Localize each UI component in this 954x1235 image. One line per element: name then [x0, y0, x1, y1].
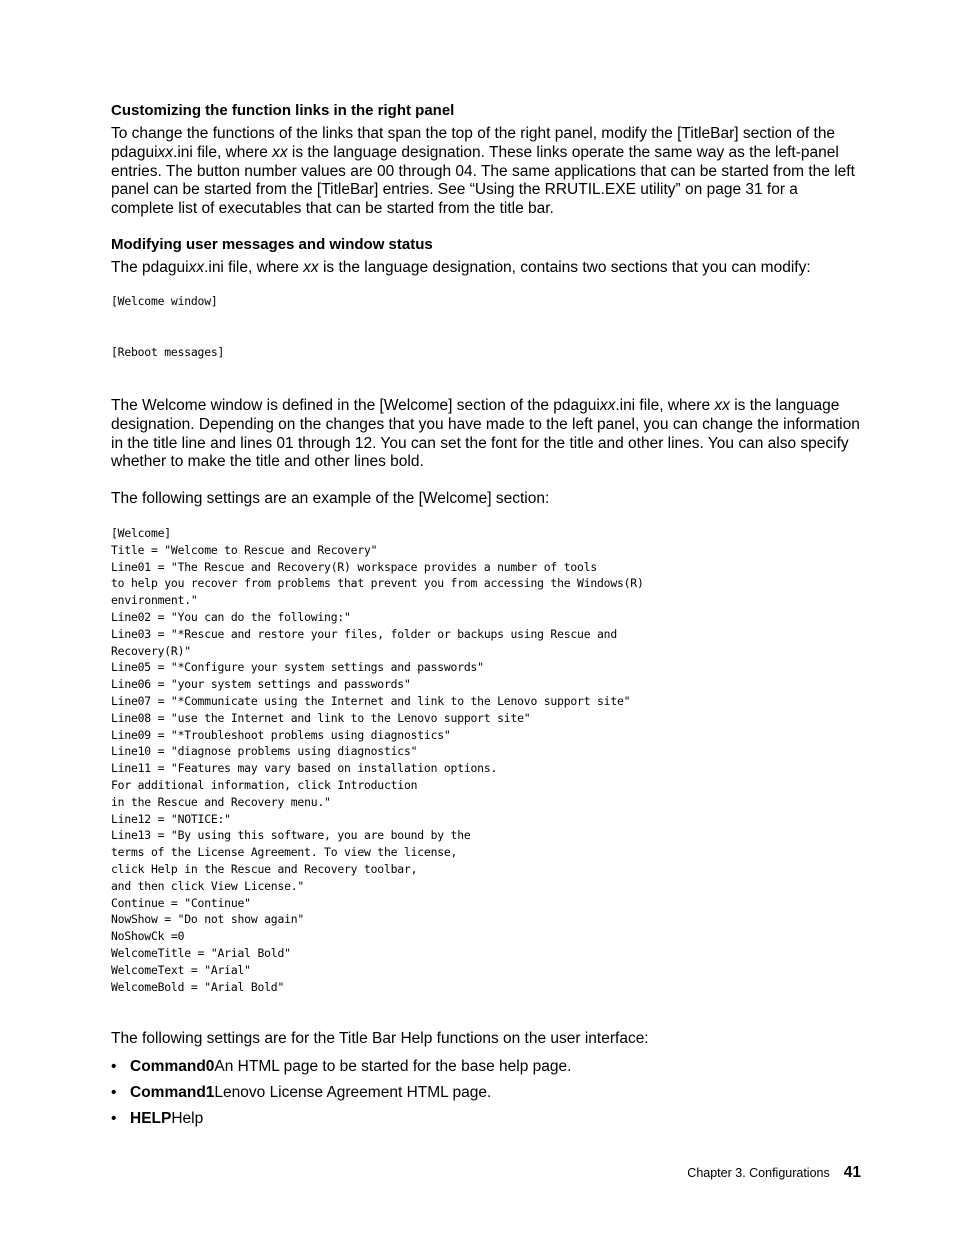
italic-text: xx — [714, 397, 730, 414]
text: is the language designation, contains two sections that you can modify: — [318, 259, 811, 276]
text: The pdagui — [111, 259, 189, 276]
text: is the language designation. Depending on the changes that you have made to the left panel, you can change the information in the title line and lines 01 through 12. You can set the font for the title and other lines. You can also specify whether to make the title and other lines bold. — [111, 397, 860, 471]
list-item — [111, 1109, 851, 1135]
bullet-list — [111, 1057, 851, 1135]
text: .ini file, where — [173, 143, 273, 161]
code-welcome-window: [Welcome window] — [111, 294, 218, 308]
italic-text: xx — [157, 143, 174, 161]
code-welcome-section: [Welcome] Title = "Welcome to Rescue and Recovery" Line01 = "The Rescue and Recovery(R) workspace provides a number of tools to help you recover from problems that prevent you from accessing the Windows(R) environment." Line02 = "You can do the following:" Line03 = "*Rescue and restore your files, folder or backups using Rescue and Recovery(R)" Line05 = "*Configure your system settings and passwords" Line06 = "your system settings and passwords" Line07 = "*Communicate using the Internet and link to the Lenovo support site" Line08 = "use the Internet and link to the Lenovo support site" Line09 = "*Troubleshoot problems using diagnostics" Line10 = "diagnose problems using diagnostics" Line11 = "Features may vary based on installation options. For additional information, click Introduction in the Rescue and Recovery menu." Line12 = "NOTICE:" Line13 = "By using this software, you are bound by the terms of the License Agreement. To view the license, click Help in the Rescue and Recovery toolbar, and then click View License." Continue = "Continue" NowShow = "Do not show again" NoShowCk =0 WelcomeTitle = "Arial Bold" WelcomeText = "Arial" WelcomeBold = "Arial Bold" — [111, 526, 644, 994]
description: Help — [171, 1110, 204, 1127]
text: To change the functions of the links that span the top of the right panel, modify the [TitleBar] section of the pdagui — [111, 125, 836, 161]
description: An HTML page to be started for the base help page. — [214, 1058, 572, 1075]
term: Command0 — [130, 1058, 215, 1075]
paragraph-function-links — [111, 125, 863, 219]
page-number: 41 — [843, 1164, 861, 1181]
description: Lenovo License Agreement HTML page. — [214, 1084, 492, 1101]
bullet-icon: • — [111, 1110, 117, 1127]
italic-text: xx — [303, 259, 319, 276]
italic-text: xx — [188, 259, 205, 276]
bullet-icon: • — [111, 1058, 117, 1075]
term: Command1 — [130, 1084, 215, 1101]
text: .ini file, where — [204, 259, 304, 276]
list-item — [111, 1083, 851, 1109]
code-reboot-messages: [Reboot messages] — [111, 345, 225, 359]
term: HELP — [130, 1110, 172, 1127]
bullet-icon: • — [111, 1084, 117, 1101]
heading-function-links: Customizing the function links in the right panel — [111, 102, 455, 119]
paragraph-welcome-window — [111, 397, 863, 472]
heading-user-messages: Modifying user messages and window status — [111, 236, 433, 253]
list-item — [111, 1057, 851, 1083]
italic-text: xx — [272, 143, 288, 161]
page-footer — [687, 1163, 861, 1183]
text: .ini file, where — [615, 397, 715, 414]
text: The Welcome window is defined in the [Welcome] section of the pdagui — [111, 397, 600, 414]
paragraph-user-messages — [111, 259, 863, 278]
text: is the language designation. These links operate the same way as the left-panel entries. The button number values are 00 through 04. The same applications that can be started from the left panel can be started from the [TitleBar] entries. See “Using the RRUTIL.EXE utility” on page 31 for a complete list of executables that can be started from the title bar. — [111, 143, 855, 218]
chapter-label: Chapter 3. Configurations — [687, 1166, 830, 1180]
paragraph-title-bar-help: The following settings are for the Title Bar Help functions on the user interface: — [111, 1030, 649, 1047]
italic-text: xx — [599, 397, 616, 414]
paragraph-example-intro: The following settings are an example of the [Welcome] section: — [111, 490, 550, 507]
